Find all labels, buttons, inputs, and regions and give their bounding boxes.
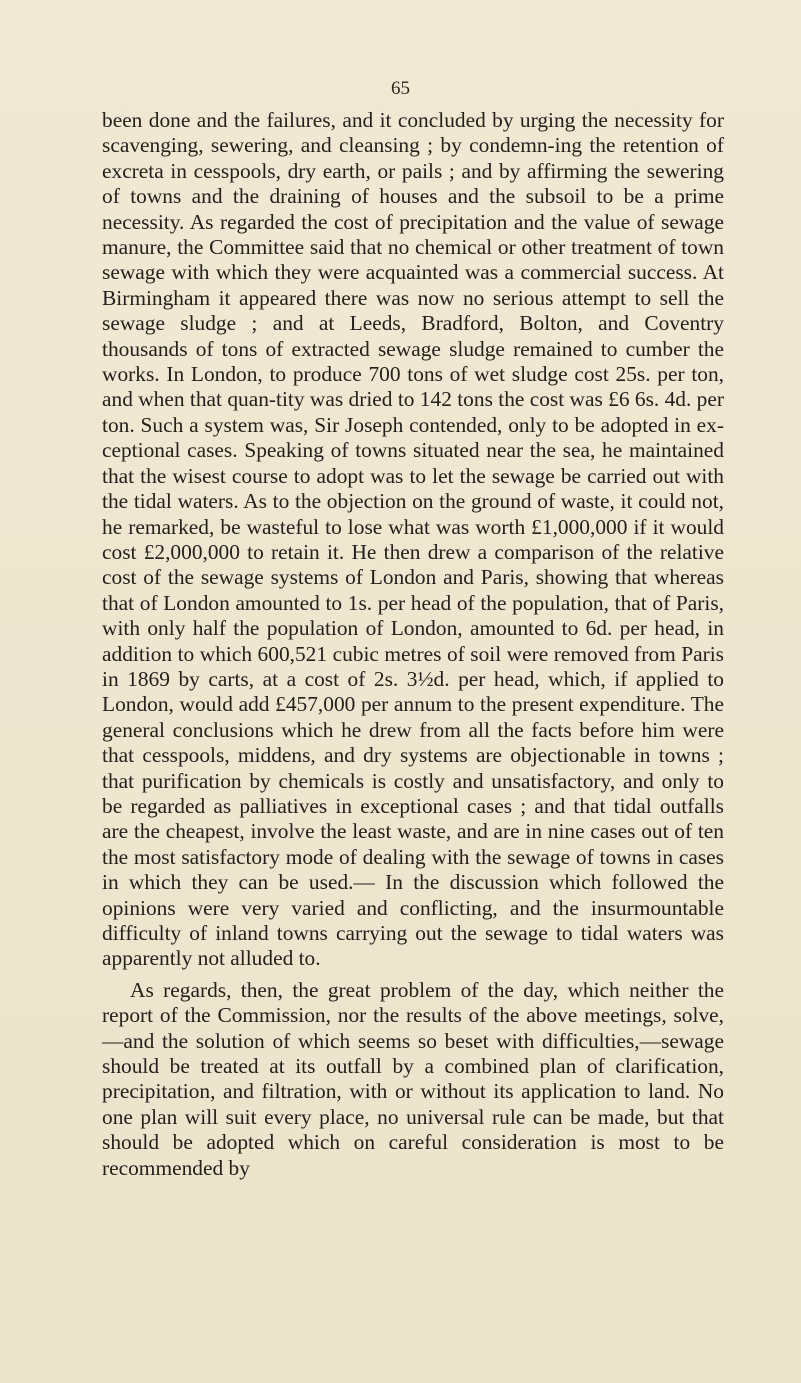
paragraph-2: As regards, then, the great problem of the day, which neither the report of the Commission, nor the results of the above meetings, solve,—and the solution of which seems so beset with difficulties,—sewage should be treated at its outfall by a combined plan of clarification, precipitation, and filtration, with or without its application to land. No one plan will suit every place, no universal rule can be made, but that should be adopted which on careful consideration is most to be recommended by (102, 977, 724, 1180)
paragraph-1: been done and the failures, and it concluded by urging the necessity for scavenging, sewering, and cleansing ; by condemn-ing the retention of excreta in cesspools, dry earth, or pails ; and by affirming the sewering of towns and the draining of houses and the subsoil to be a prime necessity. As regarded the cost of precipitation and the value of sewage manure, the Committee said that no chemical or other treatment of town sewage with which they were acquainted was a commercial success. At Birmingham it appeared there was now no serious attempt to sell the sewage sludge ; and at Leeds, Bradford, Bolton, and Coventry thousands of tons of extracted sewage sludge remained to cumber the works. In London, to produce 700 tons of wet sludge cost 25s. per ton, and when that quan-tity was dried to 142 tons the cost was £6 6s. 4d. per ton. Such a system was, Sir Joseph contended, only to be adopted in ex-ceptional cases. Speaking of towns situated near the sea, he maintained that the wisest course to adopt was to let the sewage be carried out with the tidal waters. As to the objection on the ground of waste, it could not, he remarked, be wasteful to lose what was worth £1,000,000 if it would cost £2,000,000 to retain it. He then drew a comparison of the relative cost of the sewage systems of London and Paris, showing that whereas that of London amounted to 1s. per head of the population, that of Paris, with only half the population of London, amounted to 6d. per head, in addition to which 600,521 cubic metres of soil were removed from Paris in 1869 by carts, at a cost of 2s. 3½d. per head, which, if applied to London, would add £457,000 per annum to the present expenditure. The general conclusions which he drew from all the facts before him were that cesspools, middens, and dry systems are objectionable in towns ; that purification by chemicals is costly and unsatisfactory, and only to be regarded as palliatives in exceptional cases ; and that tidal outfalls are the cheapest, involve the least waste, and are in nine cases out of ten the most satisfactory mode of dealing with the sewage of towns in cases in which they can be used.— In the discussion which followed the opinions were very varied and conflicting, and the insurmountable difficulty of inland towns carrying out the sewage to tidal waters was apparently not alluded to. (102, 108, 724, 971)
body-text (102, 108, 724, 1181)
page-number: 65 (391, 78, 410, 99)
